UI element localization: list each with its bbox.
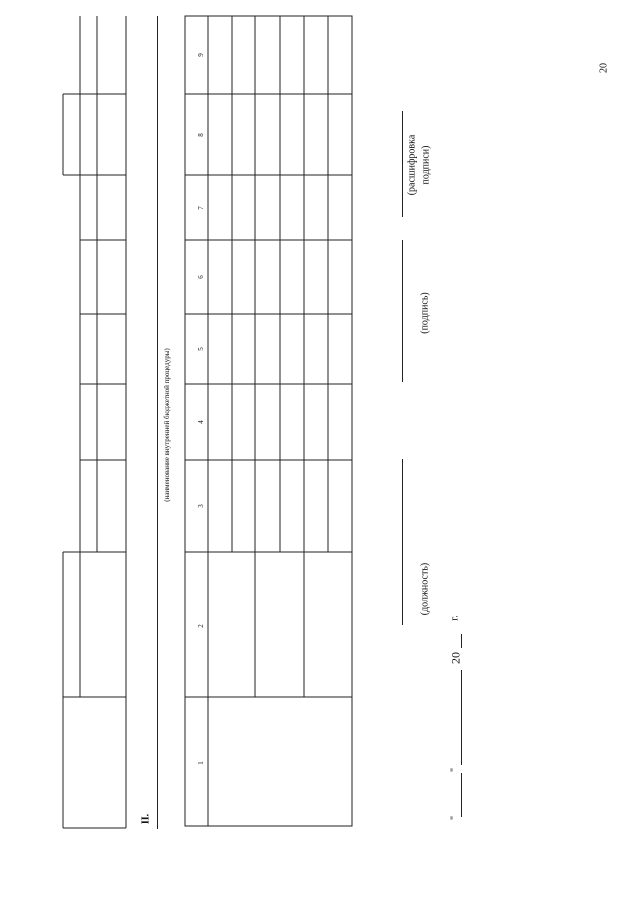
date-day-line: [461, 773, 462, 817]
decoding-line: [402, 111, 403, 217]
section-roman: II.: [140, 813, 152, 825]
column-number-2: 2: [197, 624, 205, 628]
date-year-line: [461, 634, 462, 648]
column-number-9: 9: [197, 53, 205, 57]
date-century: 20: [448, 652, 463, 664]
page-number: 20: [598, 63, 610, 73]
column-number-1: 1: [197, 761, 205, 765]
column-number-7: 7: [197, 206, 205, 210]
position-caption: (должность): [419, 562, 431, 616]
position-line: [402, 459, 403, 625]
column-number-3: 3: [197, 504, 205, 508]
column-number-4: 4: [197, 420, 205, 424]
date-quote-close: ": [449, 767, 461, 773]
date-month-line: [461, 670, 462, 765]
signature-caption: (подпись): [419, 292, 431, 334]
decoding-caption-line2: подписи): [420, 145, 432, 185]
section-caption: (наименование внутренней бюджетной процедуры): [163, 348, 171, 502]
column-number-8: 8: [197, 133, 205, 137]
date-year-suffix: г.: [449, 615, 461, 621]
date-quote-open: ": [449, 815, 461, 821]
column-number-5: 5: [197, 347, 205, 351]
decoding-caption-line1: (расшифровка: [406, 134, 418, 196]
column-number-6: 6: [197, 275, 205, 279]
signature-line: [402, 240, 403, 382]
